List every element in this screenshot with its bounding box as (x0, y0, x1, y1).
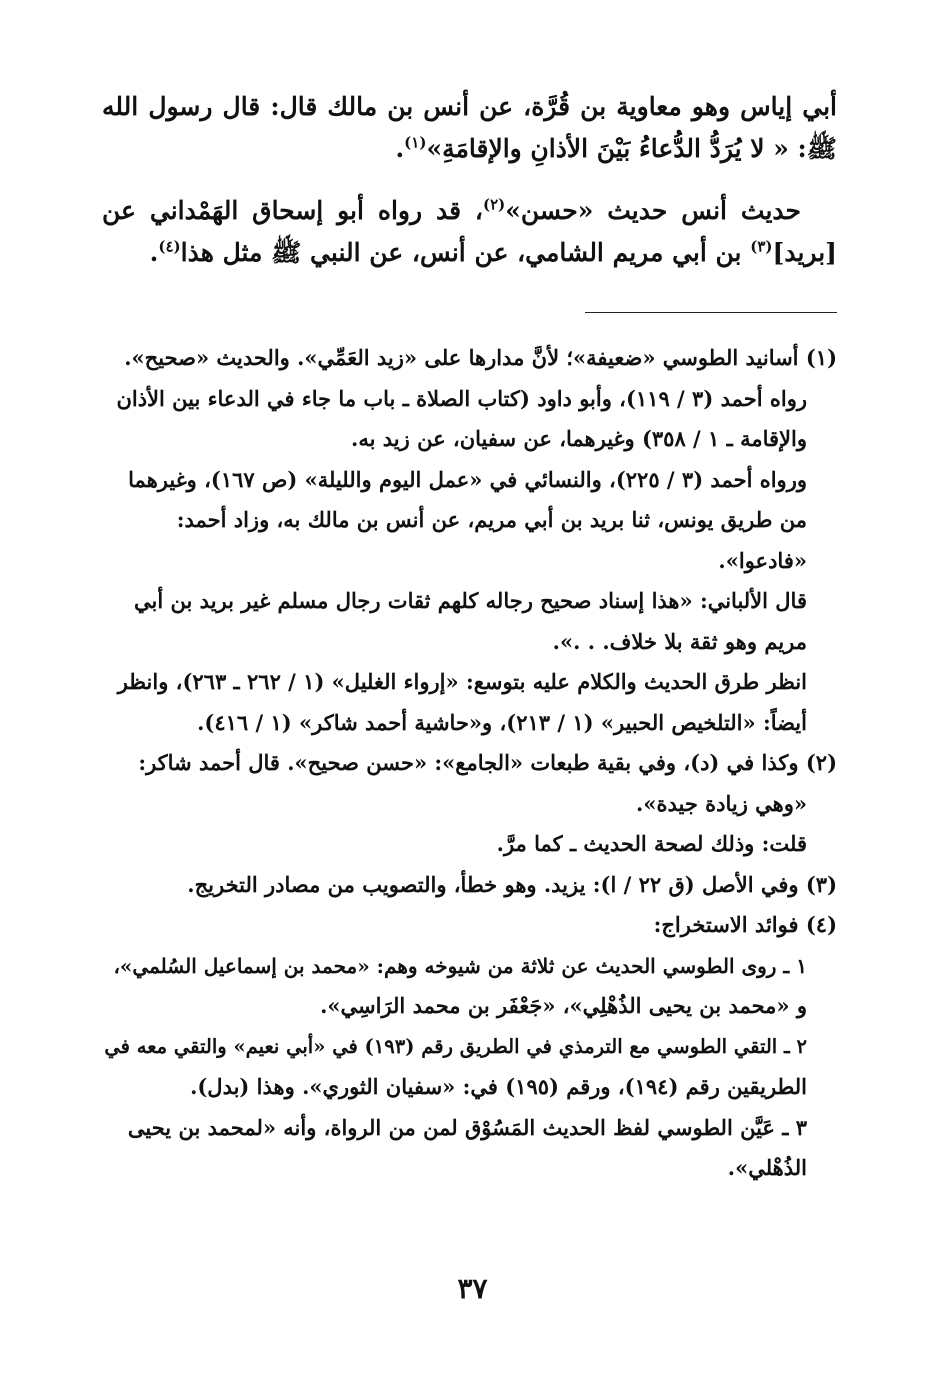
footnote-line: (٤) فوائد الاستخراج: (653, 912, 837, 937)
footnote-line: انظر طرق الحديث والكلام عليه بتوسع: «إرواء الغليل» (١ / ٢٦٢ ـ ٢٦٣)، وانظر (117, 669, 807, 694)
footnote-line: ١ ـ روى الطوسي الحديث عن ثلاثة من شيوخه وهم: «محمد بن إسماعيل السُلمي»، (113, 953, 807, 978)
footnote-ref-3: (٣) (750, 237, 773, 256)
main-text (102, 86, 837, 274)
footnote-line: أيضاً: «التلخيص الحبير» (١ / ٢١٣)، و«حاشية أحمد شاكر» (١ / ٤١٦). (197, 709, 807, 735)
footnote-line: قلت: وذلك لصحة الحديث ـ كما مرَّ. (496, 831, 807, 856)
footnote-line: «وهي زيادة جيدة». (636, 790, 807, 816)
page-number: ٣٧ (457, 1272, 488, 1305)
footnote-line: من طريق يونس، ثنا بريد بن أبي مريم، عن أنس بن مالك به، وزاد أحمد: (176, 507, 807, 532)
footnote-line: (٢) وكذا في (د)، وفي بقية طبعات «الجامع»: «حسن صحيح». قال أحمد شاكر: (138, 750, 837, 775)
main-paragraph-1: أبي إياس وهو معاوية بن قُرَّة، عن أنس بن مالك قال: قال رسول الله ﷺ: « لا يُرَدُّ الدُّعاءُ بَيْنَ الأذانِ والإقامَةِ»$^{(١)}$. (102, 92, 837, 163)
footnote-line: الطريقين رقم (١٩٤)، ورقم (١٩٥) في: «سفيان الثوري». وهذا (بدل). (190, 1074, 807, 1099)
footnote-line: و «محمد بن يحيى الذُهْلِي»، «جَعْفَر بن محمد الرَاسِي». (320, 993, 807, 1018)
footnote-ref-1: (١) (404, 133, 427, 152)
main-text-span: ، قد رواه أبو إسحاق الهَمْداني عن [بريد] (102, 196, 837, 267)
footnote-line: ٢ ـ التقي الطوسي مع الترمذي في الطريق رقم (١٩٣) في «أبي نعيم» والتقي معه في (104, 1034, 807, 1058)
footnote-line: والإقامة ـ ١ / ٣٥٨) وغيرهما، عن سفيان، عن زيد به. (351, 426, 807, 451)
footnote-line: قال الألباني: «هذا إسناد صحيح رجاله كلهم ثقات رجال مسلم غير بريد بن أبي (134, 588, 807, 613)
main-paragraph-2: حديث أنس حديث «حسن»$^{(٢)}$، قد رواه أبو إسحاق الهَمْداني عن [بريد]$^{(٣)}$ بن أبي مريم الشامي، عن أنس، عن النبي ﷺ مثل هذا$^{(٤)}$. (102, 195, 837, 267)
main-text-span: أبي إياس وهو معاوية بن قُرَّة، عن أنس بن مالك قال: قال رسول الله ﷺ: « لا يُرَدُّ الدُّعاءُ بَيْنَ الأذانِ والإقامَةِ» (102, 92, 837, 163)
footnotes (102, 338, 837, 1189)
footnote-line: (١) أسانيد الطوسي «ضعيفة»؛ لأنَّ مدارها على «زيد العَمِّي». والحديث «صحيح». (124, 345, 837, 370)
footnote-ref-2: (٢) (483, 195, 506, 214)
footnote-separator (585, 312, 837, 313)
footnote-line: مريم وهو ثقة بلا خلاف. . .». (552, 628, 807, 654)
footnote-line: ورواه أحمد (٣ / ٢٢٥)، والنسائي في «عمل اليوم والليلة» (ص ١٦٧)، وغيرهما (128, 466, 807, 492)
footnote-line: الذُهْلي». (727, 1155, 807, 1180)
footnote-line: (٣) وفي الأصل (ق ٢٢ / ا): يزيد. وهو خطأ، والتصويب من مصادر التخريج. (187, 871, 837, 897)
footnote-line: «فادعوا». (718, 547, 807, 573)
footnote-ref-4: (٤) (158, 237, 181, 256)
main-text-span: بن أبي مريم الشامي، عن أنس، عن النبي ﷺ مثل هذا (180, 238, 751, 267)
main-text-span: حديث أنس حديث «حسن» (505, 196, 801, 225)
footnote-line: رواه أحمد (٣ / ١١٩)، وأبو داود (كتاب الصلاة ـ باب ما جاء في الدعاء بين الأذان (116, 385, 807, 411)
footnote-line: ٣ ـ عَيَّن الطوسي لفظ الحديث المَسُوْق لمن من الرواة، وأنه «لمحمد بن يحيى (127, 1114, 807, 1140)
